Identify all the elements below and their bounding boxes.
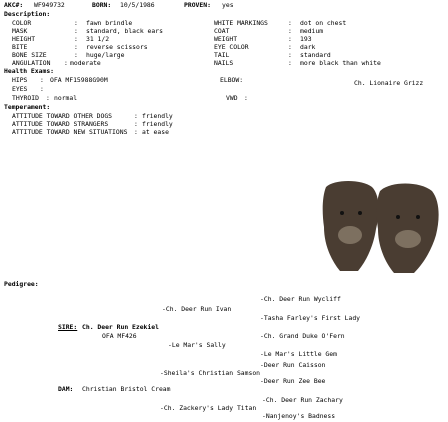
label-colon: : — [74, 27, 78, 35]
label-colon: : — [64, 59, 68, 67]
eyes-label: EYES — [12, 85, 28, 93]
health-heading: Health Exams: — [4, 67, 55, 75]
sire-label: SIRE: — [58, 323, 78, 331]
hips-label: HIPS — [12, 76, 28, 84]
nails-value: more black than white — [300, 59, 381, 67]
label-colon: : — [288, 51, 292, 59]
dog-eye — [416, 215, 420, 219]
color-value: fawn brindle — [86, 19, 133, 27]
label-colon: : — [288, 35, 292, 43]
pedigree-dam-sire-sire: -Deer Run Caisson — [260, 361, 326, 369]
dog-eye — [396, 215, 400, 219]
born-label: BORN: — [92, 1, 112, 9]
dog-head-left — [323, 181, 379, 271]
coat-value: medium — [300, 27, 324, 35]
akc-number: WF949732 — [34, 1, 65, 9]
attitude-new-situations-value: at ease — [142, 128, 169, 136]
sire-name: Ch. Deer Run Ezekiel — [82, 323, 159, 331]
pedigree-sire-dam: -Le Mar's Sally — [168, 341, 226, 349]
label-colon: : — [74, 51, 78, 59]
dog-head-right — [377, 184, 439, 274]
attitude-new-situations-label: ATTITUDE TOWARD NEW SITUATIONS — [12, 128, 128, 136]
tail-value: standard — [300, 51, 331, 59]
pedigree-dam-dam: -Ch. Zackery's Lady Titan — [160, 404, 257, 412]
attitude-strangers-value: friendly — [142, 120, 173, 128]
label-colon: : — [74, 35, 78, 43]
pedigree-dam-dam-dam: -Nanjenoy's Badness — [262, 412, 336, 420]
attitude-dogs-value: friendly — [142, 112, 173, 120]
coat-label: COAT — [214, 27, 230, 35]
born-date: 10/5/1986 — [120, 1, 155, 9]
sire-ofa-number: OFA MF426 — [102, 332, 137, 340]
label-colon: : — [74, 43, 78, 51]
tail-label: TAIL — [214, 51, 230, 59]
pedigree-sire-dam-dam: -Le Mar's Little Gem — [260, 350, 337, 358]
label-colon: : — [134, 128, 138, 136]
label-colon: : — [46, 94, 50, 102]
attitude-dogs-label: ATTITUDE TOWARD OTHER DOGS — [12, 112, 113, 120]
photo-caption: Ch. Lionaire Grizz — [354, 79, 424, 87]
eye-color-label: EYE COLOR — [214, 43, 249, 51]
angulation-label: ANGULATION — [12, 59, 51, 67]
color-label: COLOR — [12, 19, 32, 27]
height-label: HEIGHT — [12, 35, 36, 43]
temperament-heading: Temperament: — [4, 103, 51, 111]
dog-muzzle-right — [395, 230, 421, 248]
label-colon: : — [40, 85, 44, 93]
label-colon: : — [288, 19, 292, 27]
dog-eye — [358, 211, 362, 215]
pedigree-sire-sire: -Ch. Deer Run Ivan — [162, 305, 232, 313]
bite-value: reverse scissors — [86, 43, 148, 51]
dog-photo — [322, 179, 440, 275]
proven-label: PROVEN: — [184, 1, 211, 9]
pedigree-dam-sire: -Sheila's Christian Samson — [160, 369, 261, 377]
dog-photo-drawing — [322, 179, 440, 275]
label-colon: : — [74, 19, 78, 27]
label-colon: : — [288, 43, 292, 51]
attitude-strangers-label: ATTITUDE TOWARD STRANGERS — [12, 120, 109, 128]
pedigree-heading: Pedigree: — [4, 280, 39, 288]
pedigree-sire-sire-dam: -Tasha Farley's First Lady — [260, 314, 361, 322]
nails-label: NAILS — [214, 59, 234, 67]
elbow-label: ELBOW: — [220, 76, 244, 84]
pedigree-dam-dam-sire: -Ch. Deer Run Zachary — [262, 396, 343, 404]
bone-size-value: huge/large — [86, 51, 125, 59]
label-colon: : — [134, 120, 138, 128]
dog-eye — [340, 211, 344, 215]
dog-muzzle-left — [338, 226, 362, 244]
pedigree-dam-sire-dam: -Deer Run Zee Bee — [260, 377, 326, 385]
bite-label: BITE — [12, 43, 28, 51]
white-markings-value: dot on chest — [300, 19, 347, 27]
proven-value: yes — [222, 1, 234, 9]
weight-value: 193 — [300, 35, 312, 43]
dam-label: DAM: — [58, 385, 74, 393]
eye-color-value: dark — [300, 43, 316, 51]
height-value: 31 1/2 — [86, 35, 110, 43]
label-colon: : — [134, 112, 138, 120]
angulation-value: moderate — [70, 59, 101, 67]
akc-label: AKC#: — [4, 1, 24, 9]
label-colon: : — [288, 27, 292, 35]
pedigree-sire-sire-sire: -Ch. Deer Run Wycliff — [260, 295, 341, 303]
label-colon: : — [40, 76, 44, 84]
hips-value: OFA MF15988G90M — [50, 76, 108, 84]
weight-label: WEIGHT — [214, 35, 238, 43]
mask-value: standard, black ears — [86, 27, 163, 35]
thyroid-value: normal — [54, 94, 78, 102]
mask-label: MASK — [12, 27, 28, 35]
dam-name: Christian Bristol Cream — [82, 385, 171, 393]
pedigree-sire-dam-sire: -Ch. Grand Duke O'Fern — [260, 332, 345, 340]
bone-size-label: BONE SIZE — [12, 51, 47, 59]
label-colon: : — [244, 94, 248, 102]
thyroid-label: THYROID — [12, 94, 39, 102]
white-markings-label: WHITE MARKINGS — [214, 19, 268, 27]
description-heading: Description: — [4, 10, 51, 18]
label-colon: : — [288, 59, 292, 67]
vwd-label: VWD — [226, 94, 238, 102]
